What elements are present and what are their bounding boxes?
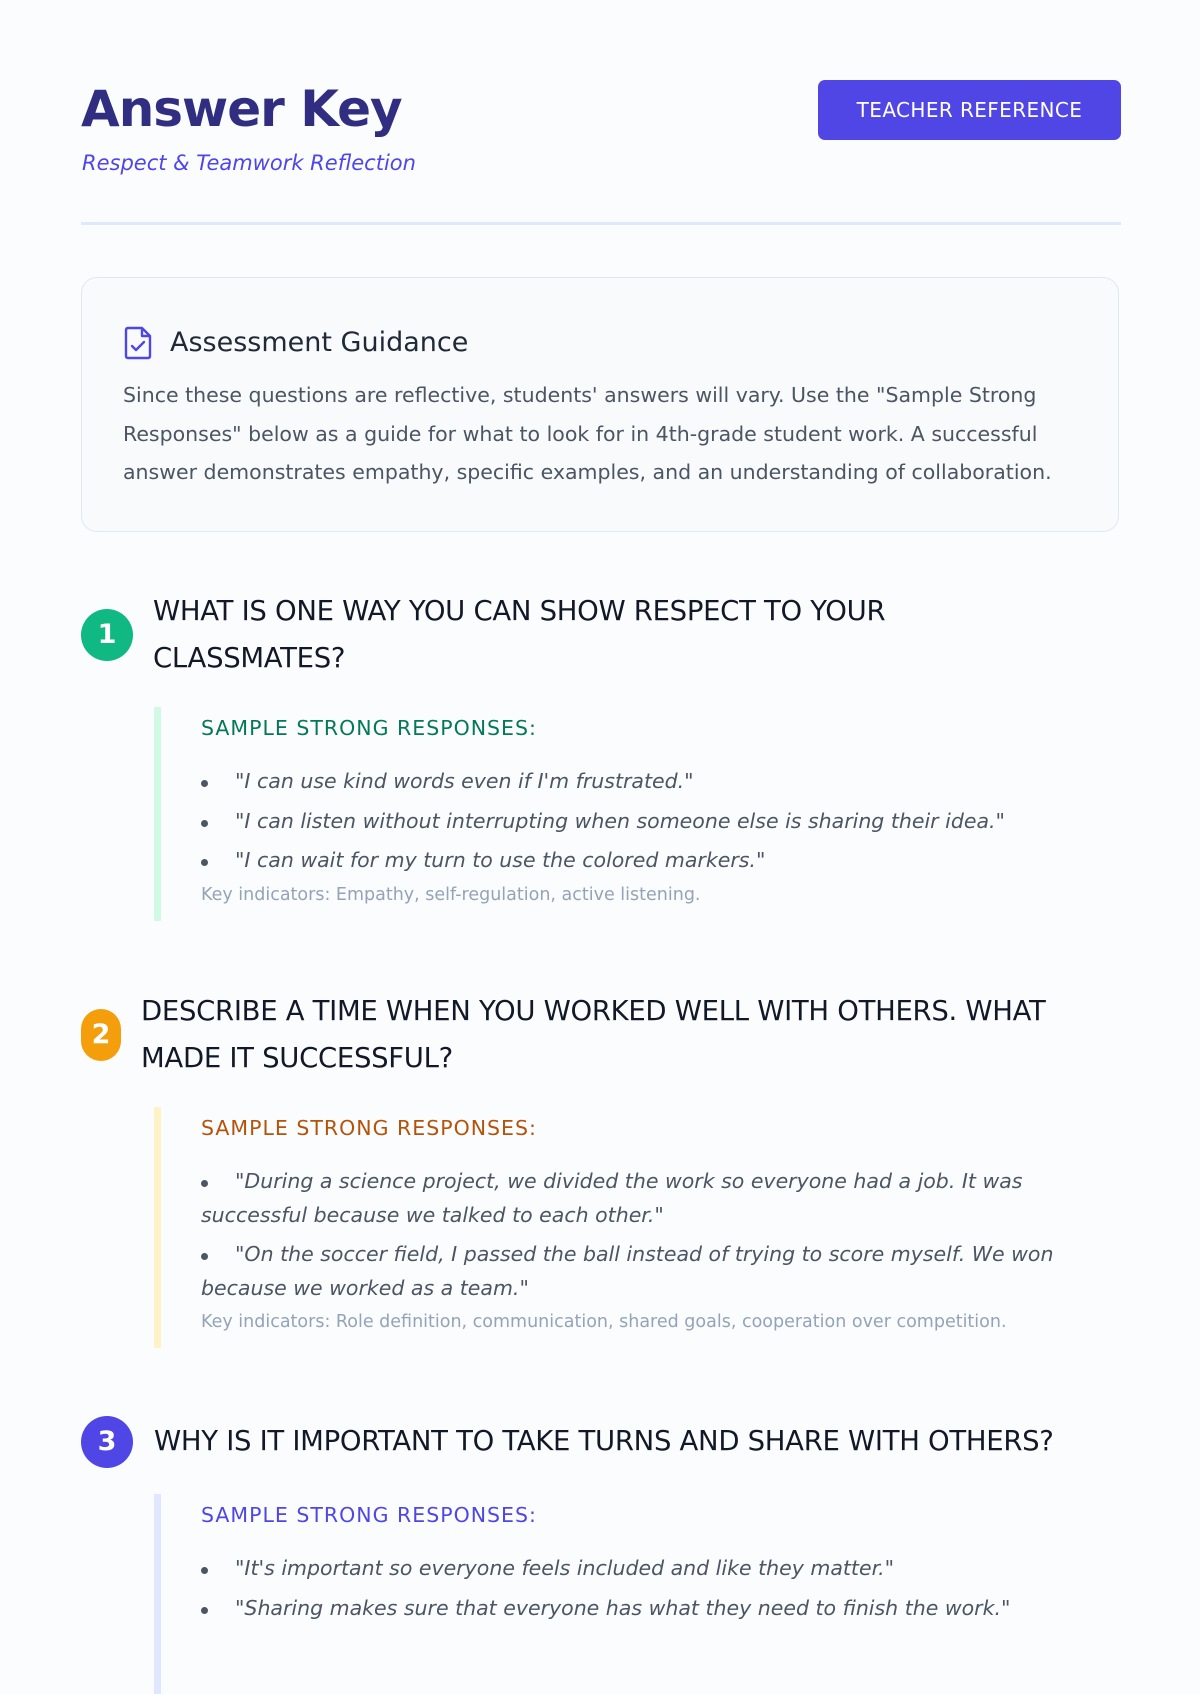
page-title: Answer Key (81, 80, 402, 138)
response-text: "Sharing makes sure that everyone has what they need to finish the work." (235, 1595, 1011, 1620)
question-text: DESCRIBE A TIME WHEN YOU WORKED WELL WITH OTHERS. WHAT MADE IT SUCCESSFUL? (141, 995, 1046, 1074)
sample-responses-label: SAMPLE STRONG RESPONSES: (201, 1116, 537, 1140)
guidance-text: Since these questions are reflective, students' answers will vary. Use the "Sample Strong Responses" below as a guide for what to look for in 4th-grade student work. A successful answer demonstrates empathy, specific examples, and an understanding of collaboration. (123, 383, 1052, 484)
response-list (201, 1552, 1081, 1631)
bullet-icon (201, 1567, 208, 1574)
question-text: WHAT IS ONE WAY YOU CAN SHOW RESPECT TO YOUR CLASSMATES? (153, 595, 886, 674)
question-text: WHY IS IT IMPORTANT TO TAKE TURNS AND SHARE WITH OTHERS? (154, 1425, 1054, 1457)
list-item (201, 1552, 1081, 1586)
accent-bar (154, 707, 161, 921)
response-list (201, 765, 1081, 884)
sample-responses-block (154, 1107, 1114, 1348)
bullet-icon (201, 1607, 208, 1614)
list-item (201, 844, 1081, 878)
sample-responses-block (154, 1494, 1114, 1694)
accent-bar (154, 1494, 161, 1694)
question-number-badge: 2 (81, 1009, 121, 1061)
list-item (201, 765, 1081, 799)
sample-responses-label: SAMPLE STRONG RESPONSES: (201, 716, 537, 740)
list-item (201, 1592, 1081, 1626)
guidance-title: Assessment Guidance (170, 327, 469, 358)
bullet-icon (201, 1253, 208, 1260)
assessment-guidance-card (81, 277, 1119, 532)
key-indicators: Key indicators: Empathy, self-regulation, active listening. (201, 885, 701, 905)
response-text: "I can wait for my turn to use the colored markers." (235, 848, 766, 872)
list-item (201, 1165, 1081, 1232)
key-indicators: Key indicators: Role definition, communication, shared goals, cooperation over competition. (201, 1312, 1007, 1332)
page-header (81, 0, 1121, 225)
list-item (201, 1238, 1081, 1305)
question-number-badge: 1 (81, 609, 133, 661)
response-text: "I can use kind words even if I'm frustrated." (235, 769, 694, 793)
bullet-icon (201, 820, 208, 827)
accent-bar (154, 1107, 161, 1348)
question-number-badge: 3 (81, 1416, 133, 1468)
page-subtitle: Respect & Teamwork Reflection (82, 151, 416, 175)
sample-responses-label: SAMPLE STRONG RESPONSES: (201, 1503, 537, 1527)
sample-responses-block (154, 707, 1114, 921)
teacher-reference-badge[interactable]: TEACHER REFERENCE (818, 80, 1121, 140)
bullet-icon (201, 1180, 208, 1187)
bullet-icon (201, 780, 208, 787)
response-text: "During a science project, we divided the work so everyone had a job. It was successful because we talked to each other." (201, 1169, 1023, 1227)
bullet-icon (201, 859, 208, 866)
list-item (201, 805, 1081, 839)
response-list (201, 1165, 1081, 1311)
response-text: "I can listen without interrupting when someone else is sharing their idea." (235, 808, 1005, 833)
answer-key-page (81, 0, 1121, 1620)
file-check-icon (123, 326, 153, 360)
response-text: "On the soccer field, I passed the ball instead of trying to score myself. We won because we worked as a team." (201, 1242, 1054, 1300)
response-text: "It's important so everyone feels included and like they matter." (235, 1556, 895, 1580)
